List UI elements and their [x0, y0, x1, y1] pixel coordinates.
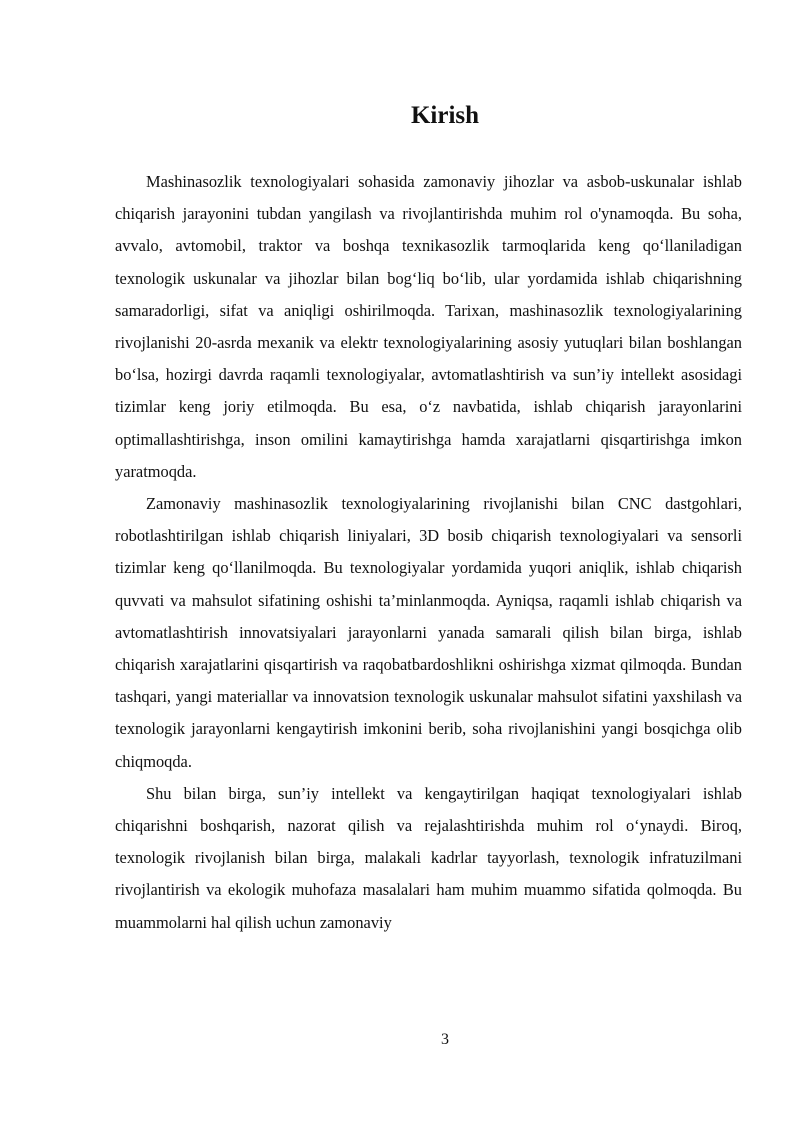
paragraph-3: Shu bilan birga, sun’iy intellekt va kengaytirilgan haqiqat texnologiyalari ishlab chiqarishni boshqarish, nazorat qilish va rejalashtirishda muhim rol o‘ynaydi. Biroq, texnologik rivojlanish bilan birga, malakali kadrlar tayyorlash, texnologik infratuzilmani rivojlantirish va ekologik muhofaza masalalari ham muhim muammo sifatida qolmoqda. Bu muammolarni hal qilish uchun zamonaviy: [115, 783, 742, 932]
paragraph-1: Mashinasozlik texnologiyalari sohasida zamonaviy jihozlar va asbob-uskunalar ishlab chiqarish jarayonini tubdan yangilash va rivojlantirishda muhim rol o'ynamoqda. Bu soha, avvalo, avtomobil, traktor va boshqa texnikasozlik tarmoqlarida keng qo‘llaniladigan texnologik uskunalar va jihozlar bilan bog‘liq bo‘lib, ular yordamida ishlab chiqarishning samaradorligi, sifat va aniqligi oshirilmoqda. Tarixan, mashinasozlik texnologiyalarining rivojlanishi 20-asrda mexanik va elektr texnologiyalarining asosiy yutuqlari bilan boshlangan bo‘lsa, hozirgi davrda raqamli texnologiyalar, avtomatlashtirish va sun’iy intellekt asosidagi tizimlar keng joriy etilmoqda. Bu esa, o‘z navbatida, ishlab chiqarish jarayonlarini optimallashtirishga, inson omilini kamaytirishga hamda xarajatlarni qisqartirishga imkon yaratmoqda.: [115, 172, 742, 481]
body-text: [115, 166, 742, 939]
page-title: Kirish: [410, 102, 480, 129]
page-number: 3: [441, 1031, 449, 1048]
paragraph-2: Zamonaviy mashinasozlik texnologiyalarining rivojlanishi bilan CNC dastgohlari, robotlashtirilgan ishlab chiqarish liniyalari, 3D bosib chiqarish texnologiyalari va sensorli tizimlar keng qo‘llanilmoqda. Bu texnologiyalar yordamida yuqori aniqlik, ishlab chiqarish quvvati va mahsulot sifatining oshishi ta’minlanmoqda. Ayniqsa, raqamli ishlab chiqarish va avtomatlashtirish innovatsiyalari jarayonlarni yanada samarali qilish bilan birga, ishlab chiqarish xarajatlarini qisqartirish va raqobatbardoshlikni oshirishga xizmat qilmoqda. Bundan tashqari, yangi materiallar va innovatsion texnologik uskunalar mahsulot sifatini yaxshilash va texnologik jarayonlarni kengaytirish imkonini berib, soha rivojlanishini yangi bosqichga olib chiqmoqda.: [115, 494, 742, 771]
